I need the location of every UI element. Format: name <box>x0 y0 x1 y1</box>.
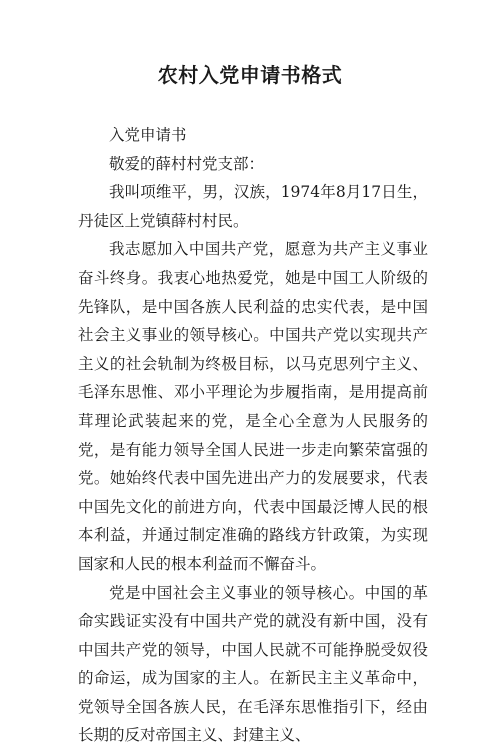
paragraph-1: 我叫项维平，男，汉族，1974年8月17日生，丹徒区上党镇薛村村民。 <box>78 178 428 235</box>
document-title: 农村入党申请书格式 <box>0 61 500 89</box>
paragraph-2: 我志愿加入中国共产党，愿意为共产主义事业奋斗终身。我衷心地热爱党，她是中国工人阶级的先锋队，是中国各族人民利益的忠实代表，是中国社会主义事业的领导核心。中国共产党以实现共产主义的社会轨制为终极目标，以马克思列宁主义、毛泽东思惟、邓小平理论为步履指南，是用提高前茸理论武装起来的党，是全心全意为人民服务的党，是有能力领导全国人民进一步走向繁荣富强的党。她始终代表中国先进出产力的发展要求，代表中国先文化的前进方向，代表中国最泛博人民的根本利益，并通过制定准确的路线方针政策，为实现国家和人民的根本利益而不懈奋斗。 <box>78 235 428 578</box>
salutation: 敬爱的薛村村党支部： <box>78 150 428 179</box>
document-heading: 入党申请书 <box>78 121 428 150</box>
document-body <box>78 121 428 750</box>
paragraph-3: 党是中国社会主义事业的领导核心。中国的革命实践证实没有中国共产党的就没有新中国，没有中国共产党的领导，中国人民就不可能挣脱受奴役的命运，成为国家的主人。在新民主主义革命中，党领导全国各族人民，在毛泽东思惟指引下，经由长期的反对帝国主义、封建主义、 <box>78 579 428 750</box>
